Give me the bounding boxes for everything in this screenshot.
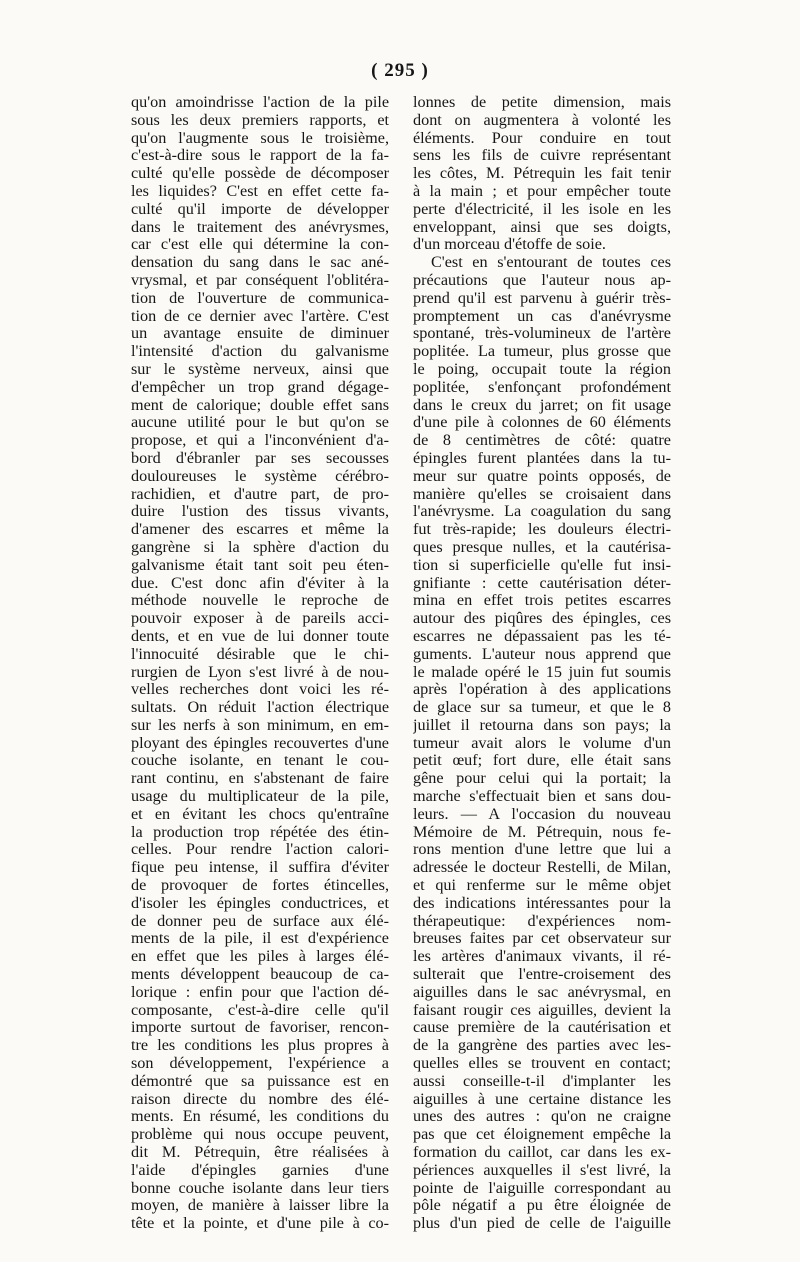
- text-line: mina en effet trois petites escarres: [413, 592, 671, 610]
- text-line: ment de calorique; double effet sans: [131, 396, 389, 414]
- text-line: l'innocuité désirable que le chi-: [131, 645, 389, 663]
- text-line: et en évitant les chocs qu'entraîne: [131, 805, 389, 823]
- text-line: C'est en s'entourant de toutes ces: [431, 254, 671, 272]
- text-line: d'un morceau d'étoffe de soie.: [413, 236, 606, 254]
- text-line: de 8 centimètres de côté: quatre: [413, 432, 671, 450]
- text-line: aussi conseille-t-il d'implanter les: [413, 1072, 671, 1090]
- text-line: breuses faites par cet observateur sur: [413, 930, 671, 948]
- text-line: raison directe du nombre des élé-: [131, 1090, 389, 1108]
- text-line: d'une pile à colonnes de 60 éléments: [413, 414, 671, 432]
- text-line: culté qu'elle possède de décomposer: [131, 165, 389, 183]
- text-line: vrysmal, et par conséquent l'oblitéra-: [131, 271, 389, 289]
- text-line: ments de la pile, il est d'expérience: [131, 930, 389, 948]
- text-line: démontré que sa puissance est en: [131, 1072, 389, 1090]
- text-line: guments. L'auteur nous apprend que: [413, 645, 671, 663]
- text-line: fut très-rapide; les douleurs électri-: [413, 521, 671, 539]
- text-line: rurgien de Lyon s'est livré à de nou-: [131, 663, 389, 681]
- text-line: manière qu'elles se croisaient dans: [413, 485, 671, 503]
- text-line: duire l'ustion des tissus vivants,: [131, 503, 389, 521]
- text-line: spontané, très-volumineux de l'artère: [413, 325, 671, 343]
- text-line: lorique : enfin pour que l'action dé-: [131, 983, 389, 1001]
- text-line: qu'on l'augmente sous le troisième,: [131, 129, 389, 147]
- text-line: la production trop répétée des étin-: [131, 823, 389, 841]
- text-line: un avantage ensuite de diminuer: [131, 325, 389, 343]
- text-line: marche s'effectuait bien et sans dou-: [413, 788, 671, 806]
- text-line: aiguilles dans le sac anévrysmal, en: [413, 983, 671, 1001]
- text-line: fique peu intense, il suffira d'éviter: [131, 859, 389, 877]
- text-line: thérapeutique: d'expériences nom-: [413, 912, 671, 930]
- text-line: bonne couche isolante dans leur tiers: [131, 1179, 389, 1197]
- text-line: enveloppant, ainsi que ses doigts,: [413, 218, 671, 236]
- text-line: l'intensité d'action du galvanisme: [131, 343, 389, 361]
- text-line: problème qui nous occupe peuvent,: [131, 1126, 389, 1144]
- text-line: meur sur quatre points opposés, de: [413, 467, 671, 485]
- text-line: lonnes de petite dimension, mais: [413, 94, 671, 111]
- text-line: dit M. Pétrequin, être réalisées à: [131, 1144, 389, 1162]
- text-line: galvanisme était tant soit peu éten-: [131, 556, 389, 574]
- text-line: prend qu'il est parvenu à guérir très-: [413, 289, 671, 307]
- text-line: sulterait que l'entre-croisement des: [413, 966, 671, 984]
- text-line: leurs. — A l'occasion du nouveau: [413, 805, 671, 823]
- text-line: de glace sur sa tumeur, et que le 8: [413, 699, 671, 717]
- text-line: importe surtout de favoriser, rencon-: [131, 1019, 389, 1037]
- text-line: gangrène si la sphère d'action du: [131, 538, 389, 556]
- text-line: éléments. Pour conduire en tout: [413, 129, 671, 147]
- text-line: douloureuses le système cérébro-: [131, 467, 389, 485]
- text-line: plus d'un pied de celle de l'aiguille: [413, 1215, 671, 1233]
- text-line: perte d'électricité, il les isole en les: [413, 200, 671, 218]
- text-line: moyen, de manière à laisser libre la: [131, 1197, 389, 1215]
- text-line: d'amener des escarres et même la: [131, 521, 389, 539]
- text-line: les liquides? C'est en effet cette fa-: [131, 182, 389, 200]
- text-line: les artères d'animaux vivants, il ré-: [413, 948, 671, 966]
- text-line: tion si superficielle qu'elle fut insi-: [413, 556, 671, 574]
- text-line: propose, et qui a l'inconvénient d'a-: [131, 432, 389, 450]
- text-line: promptement un cas d'anévrysme: [413, 307, 671, 325]
- text-line: cause première de la cautérisation et: [413, 1019, 671, 1037]
- text-line: gnifiante : cette cautérisation déter-: [413, 574, 671, 592]
- text-line: sens les fils de cuivre représentant: [413, 147, 671, 165]
- text-line: tion de ce dernier avec l'artère. C'est: [131, 307, 389, 325]
- text-line: autour des piqûres des épingles, ces: [413, 610, 671, 628]
- text-line: rant continu, en s'abstenant de faire: [131, 770, 389, 788]
- text-line: sur les nerfs à son minimum, en em-: [131, 716, 389, 734]
- text-line: ments. En résumé, les conditions du: [131, 1108, 389, 1126]
- text-line: en effet que les piles à larges élé-: [131, 948, 389, 966]
- text-line: précautions que l'auteur nous ap-: [413, 271, 671, 289]
- text-line: ployant des épingles recouvertes d'une: [131, 734, 389, 752]
- text-line: tumeur avait alors le volume d'un: [413, 734, 671, 752]
- text-line: dans le traitement des anévrysmes,: [131, 218, 389, 236]
- text-line: sous les deux premiers rapports, et: [131, 111, 389, 129]
- text-line: formation du caillot, car dans les ex-: [413, 1144, 671, 1162]
- text-line: l'anévrysme. La coagulation du sang: [413, 503, 671, 521]
- text-line: tre les conditions les plus propres à: [131, 1037, 389, 1055]
- text-line: à la main ; et pour empêcher toute: [413, 182, 671, 200]
- text-line: pouvoir exposer à de pareils acci-: [131, 610, 389, 628]
- text-line: couche isolante, en tenant le cou-: [131, 752, 389, 770]
- text-line: l'aide d'épingles garnies d'une: [131, 1161, 389, 1179]
- text-line: tête et la pointe, et d'une pile à co-: [131, 1215, 389, 1233]
- text-line: pas que cet éloignement empêche la: [413, 1126, 671, 1144]
- text-line: dont on augmentera à volonté les: [413, 111, 671, 129]
- text-line: densation du sang dans le sac ané-: [131, 254, 389, 272]
- text-line: rachidien, et d'autre part, de pro-: [131, 485, 389, 503]
- text-line: de la gangrène des parties avec les-: [413, 1037, 671, 1055]
- text-line: ments développent beaucoup de ca-: [131, 966, 389, 984]
- text-line: culté qu'il importe de développer: [131, 200, 389, 218]
- text-line: épingles furent plantées dans la tu-: [413, 449, 671, 467]
- text-line: le malade opéré le 15 juin fut soumis: [413, 663, 671, 681]
- text-line: dans le creux du jarret; on fit usage: [413, 396, 671, 414]
- text-line: petit œuf; fort dure, elle était sans: [413, 752, 671, 770]
- text-line: due. C'est donc afin d'éviter à la: [131, 574, 389, 592]
- text-line: dents, et en vue de lui donner toute: [131, 627, 389, 645]
- text-line: aiguilles à une certaine distance les: [413, 1090, 671, 1108]
- text-line: de provoquer de fortes étincelles,: [131, 877, 389, 895]
- text-line: sur le système nerveux, ainsi que: [131, 360, 389, 378]
- text-line: de donner peu de surface aux élé-: [131, 912, 389, 930]
- text-line: composante, c'est-à-dire celle qu'il: [131, 1001, 389, 1019]
- text-line: c'est-à-dire sous le rapport de la fa-: [131, 147, 389, 165]
- text-line: faisant rougir ces aiguilles, devient la: [413, 1001, 671, 1019]
- text-line: poplitée. La tumeur, plus grosse que: [413, 343, 671, 361]
- text-line: le poing, occupait toute la région: [413, 360, 671, 378]
- left-text-column: [131, 94, 389, 1233]
- text-line: velles recherches dont voici les ré-: [131, 681, 389, 699]
- text-line: bord d'ébranler par ses secousses: [131, 449, 389, 467]
- text-line: les côtes, M. Pétrequin les fait tenir: [413, 165, 671, 183]
- text-line: méthode nouvelle le reproche de: [131, 592, 389, 610]
- text-line: aucune utilité pour le but qu'on se: [131, 414, 389, 432]
- text-line: gêne pour celui qui la portait; la: [413, 770, 671, 788]
- text-line: pôle négatif a pu être éloignée de: [413, 1197, 671, 1215]
- text-line: usage du multiplicateur de la pile,: [131, 788, 389, 806]
- text-line: juillet il retourna dans son pays; la: [413, 716, 671, 734]
- text-line: d'isoler les épingles conductrices, et: [131, 894, 389, 912]
- text-line: escarres ne dépassaient pas les té-: [413, 627, 671, 645]
- text-line: sultats. On réduit l'action électrique: [131, 699, 389, 717]
- text-line: poplitée, s'enfonçant profondément: [413, 378, 671, 396]
- text-line: périences auxquelles il s'est livré, la: [413, 1161, 671, 1179]
- text-line: ques presque nulles, et la cautérisa-: [413, 538, 671, 556]
- text-line: Mémoire de M. Pétrequin, nous fe-: [413, 823, 671, 841]
- text-line: celles. Pour rendre l'action calori-: [131, 841, 389, 859]
- text-line: unes des autres : qu'on ne craigne: [413, 1108, 671, 1126]
- text-line: et qui renferme sur le même objet: [413, 877, 671, 895]
- text-line: son développement, l'expérience a: [131, 1055, 389, 1073]
- right-text-column: [413, 94, 671, 1233]
- text-line: rons mention d'une lettre que lui a: [413, 841, 671, 859]
- text-line: adressée le docteur Restelli, de Milan,: [413, 859, 671, 877]
- text-line: qu'on amoindrisse l'action de la pile: [131, 94, 389, 111]
- text-line: des indications intéressantes pour la: [413, 894, 671, 912]
- text-line: pointe de l'aiguille correspondant au: [413, 1179, 671, 1197]
- text-line: d'empêcher un trop grand dégage-: [131, 378, 389, 396]
- text-line: quelles elles se trouvent en contact;: [413, 1055, 671, 1073]
- text-line: car c'est elle qui détermine la con-: [131, 236, 389, 254]
- text-line: tion de l'ouverture de communica-: [131, 289, 389, 307]
- page-number: ( 295 ): [371, 60, 429, 81]
- text-line: après l'opération à des applications: [413, 681, 671, 699]
